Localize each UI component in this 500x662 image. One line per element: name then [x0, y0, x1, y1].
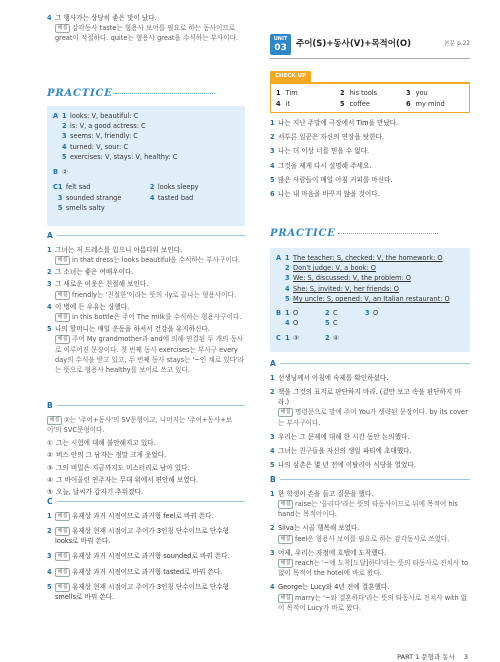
list-item	[47, 302, 245, 322]
section-c	[47, 496, 245, 604]
item-number: 4	[62, 142, 67, 151]
item-number: 3	[285, 274, 290, 283]
item-text: 나의 삼촌은 몇 년 전에 이탈리아 식당을 열었다.	[278, 461, 416, 470]
item-number: 1	[285, 333, 290, 342]
item-number: 2	[62, 122, 67, 131]
section-divider	[57, 235, 245, 236]
footer-section-title: PART 1 문형과 동사	[397, 653, 455, 661]
practice-header	[270, 226, 470, 242]
item-number: 3	[270, 432, 275, 441]
section-b	[47, 400, 245, 499]
item-text: 그의 비밀은 지금까지도 미스터리로 남아 있다.	[56, 463, 190, 472]
answer-text: turned: V, sour: C	[70, 142, 128, 151]
item-number: 3	[47, 552, 52, 561]
practice-b	[53, 167, 239, 177]
page-reference: 본문 p.22	[444, 41, 470, 47]
item-note: reach는 '~에 도착[도달]하다'라는 뜻의 타동사로 전치사 to 없이 목적어 the hotel에 바로 왔다.	[278, 558, 469, 578]
item-number: 5	[47, 582, 52, 591]
list-item	[270, 460, 470, 470]
unit-label: UNIT	[273, 36, 288, 42]
section-a	[270, 358, 470, 472]
note-tag: 해설	[55, 313, 70, 322]
list-item	[270, 432, 470, 442]
item-number: ⑤	[47, 487, 53, 496]
answer-text: ④	[333, 333, 339, 342]
item-number: 5	[47, 325, 52, 334]
practice-c	[276, 333, 464, 343]
item-number: 6	[406, 99, 411, 108]
section-label: C	[276, 333, 281, 342]
item-number: 4	[285, 284, 290, 293]
section-label: C	[53, 183, 58, 192]
item-number: 4	[47, 14, 52, 22]
list-item	[47, 567, 245, 577]
item-number: 5	[57, 203, 63, 212]
check-up-label: CHECK UP	[270, 71, 311, 82]
item-number: ①	[47, 439, 53, 448]
list-item	[47, 551, 245, 561]
item-number: 1	[285, 309, 290, 318]
item-text: 나는 지난 주말에 극장에서 Tim을 만났다.	[278, 119, 399, 127]
item-text: 한 학생이 손을 들고 질문을 했다.	[278, 489, 374, 498]
list-item	[47, 463, 245, 473]
item-number: 1	[47, 245, 52, 254]
check-up-translations	[270, 118, 470, 201]
list-item	[47, 324, 245, 375]
section-divider	[280, 479, 470, 480]
section-intro: ②는 '주어+동사'의 SV문형이고, 나머지는 '주어+동사+보어'의 SVC문형이다.	[47, 415, 233, 434]
item-number: 2	[47, 268, 52, 277]
answer-text: Don't judge: V, a book: O	[293, 264, 376, 273]
note-tag: 해설	[278, 535, 293, 544]
answer-text: felt sad	[65, 183, 91, 192]
item-number: 3	[270, 548, 275, 557]
practice-c	[53, 182, 239, 213]
answer-text: you	[415, 88, 428, 97]
answer-text: She: S, invited: V, her friends: O	[293, 284, 399, 293]
item-text: 서투른 일꾼은 자신의 연장을 탓한다.	[278, 133, 385, 142]
section-b	[270, 474, 470, 615]
item-number: 4	[47, 567, 52, 576]
item-note: 감각동사 taste는 형용사 보어를 필요로 하는 동사이므로 great이 적절하다. quite는 형용사 great을 수식하는 부사이다.	[55, 24, 239, 43]
item-text: George는 Lucy와 4년 전에 결혼했다.	[278, 583, 390, 592]
item-number: 3	[47, 280, 52, 289]
answer-text: ③	[293, 333, 299, 342]
list-item	[270, 118, 470, 128]
unit-header	[270, 34, 470, 55]
item-text: 그는 시험에 대해 불안해지고 있다.	[56, 439, 156, 448]
item-number: 4	[270, 446, 275, 455]
list-item	[270, 387, 470, 428]
item-number: 1	[270, 119, 275, 127]
list-item	[270, 175, 470, 185]
item-number: 3	[406, 88, 411, 97]
practice-title: PRACTICE	[270, 228, 336, 239]
dotted-divider	[338, 233, 438, 234]
answer-text: Tim	[285, 88, 298, 97]
item-number: 5	[270, 175, 275, 184]
answer-text: tasted bad	[157, 193, 194, 202]
answer-text: coffee	[349, 99, 370, 108]
answer-text: C	[333, 309, 338, 318]
item-number: 4	[276, 99, 281, 108]
practice-header	[47, 86, 245, 102]
item-number: ④	[47, 475, 53, 484]
section-label: B	[53, 168, 59, 177]
section-letter: B	[47, 401, 53, 410]
note-tag: 해설	[55, 291, 70, 300]
list-item	[47, 475, 245, 485]
section-label: A	[276, 254, 282, 262]
list-item	[47, 267, 245, 277]
list-item	[270, 489, 470, 520]
item-text: 버스 안의 그 남자는 정말 크게 웃었다.	[56, 451, 167, 460]
list-item	[47, 279, 245, 299]
list-item	[47, 526, 245, 546]
item-note: 명령문으로 말에 주어 You가 생략된 문장이다. by its cover는 부사구이다.	[278, 408, 468, 427]
list-item	[270, 132, 470, 142]
list-item	[270, 189, 470, 199]
section-label: A	[53, 112, 59, 120]
item-text: 어제, 우리는 자정에 호텔에 도착했다.	[278, 548, 387, 557]
item-number: 1	[276, 88, 281, 97]
item-number: 1	[62, 112, 67, 120]
note-tag: 해설	[278, 559, 293, 568]
answer-text: looks sleepy	[157, 183, 199, 192]
item-text: Silva는 시골 행복해 보였다.	[278, 524, 360, 533]
section-letter: B	[270, 475, 276, 484]
check-up	[270, 70, 470, 113]
answer-text: exercises: V, stays: V, healthy: C	[70, 152, 178, 161]
item-note: marry는 '~와 결혼하다'라는 뜻의 타동사로 전치사 with 없이 목적어 Lucy가 바로 왔다.	[278, 593, 468, 612]
answer-text: his tools	[349, 88, 378, 97]
item-number: 2	[340, 88, 345, 97]
list-item	[47, 245, 245, 265]
answer-text: The teacher: S, checked: V, the homework: O	[293, 254, 443, 262]
unit-number: 03	[274, 43, 287, 53]
answer-text: my mind	[415, 99, 445, 108]
item-number: 3	[365, 309, 370, 318]
item-number: 2	[149, 183, 155, 192]
note-tag: 해설	[47, 416, 62, 425]
answer-text: ②	[62, 168, 68, 177]
item-number: 5	[340, 99, 345, 108]
item-text: 우리는 그 문제에 대해 한 시간 동안 논의했다.	[278, 432, 410, 441]
section-a	[47, 230, 245, 377]
item-number: 6	[270, 190, 275, 199]
item-text: 나는 더 이상 너를 믿을 수 없다.	[278, 147, 370, 156]
answer-text: looks: V, beautiful: C	[70, 112, 139, 120]
item-text: 이 병에 든 우유는 상했다.	[55, 302, 130, 311]
item-text: 그것을 제게 다시 설명해 주세요.	[278, 161, 372, 170]
item-text: 유제상 과거 시점이므로 과거형 feel로 바꿔 쓴다.	[72, 511, 214, 520]
unit-title: 주어(S)+동사(V)+목적어(O)	[296, 38, 411, 49]
item-text: 그 행사가는 상당히 좋은 맛이 났다.	[55, 14, 157, 22]
item-number: 4	[270, 583, 275, 592]
answer-text: it	[285, 99, 291, 108]
item-number: 1	[285, 254, 290, 262]
practice-answer-box	[47, 106, 245, 226]
item-text: 선생님께서 아침에 숙제를 확인하셨다.	[278, 373, 389, 382]
list-item	[47, 438, 245, 448]
item-number: 4	[270, 161, 275, 170]
section-divider	[57, 501, 245, 502]
item-text: 그 새로운 이웃은 친절해 보인다.	[55, 280, 149, 289]
item-text: 그 바이올린 연주자는 무대 위에서 편안해 보였다.	[56, 475, 199, 484]
answer-text: sounded strange	[65, 193, 122, 202]
item-number: 5	[285, 294, 290, 303]
note-tag: 해설	[55, 583, 70, 592]
section-letter: A	[270, 359, 276, 368]
list-item	[270, 373, 470, 383]
dotted-divider	[115, 93, 215, 94]
answer-text: is: V, a good actress: C	[70, 122, 146, 131]
item-number: 3	[270, 147, 275, 156]
list-item	[47, 13, 245, 44]
list-item	[270, 161, 470, 171]
list-item	[270, 146, 470, 156]
item-number: 1	[57, 183, 63, 192]
answer-text: O	[293, 319, 299, 328]
item-number: 1	[270, 489, 275, 498]
answer-text: C	[333, 319, 338, 328]
item-text: 유제상 과거 시점이므로 과거형 sounded로 바꿔 쓴다.	[72, 552, 230, 561]
item-number: ③	[47, 463, 53, 472]
item-number: 3	[57, 193, 63, 202]
list-item	[270, 548, 470, 579]
item-number: 4	[47, 302, 52, 311]
item-note: in this bottle은 주어 The milk를 수식하는 형용사구이다.	[72, 312, 242, 321]
list-item	[270, 446, 470, 456]
item-text: 나는 내 마음을 바꾸지 않을 것이다.	[278, 190, 380, 199]
note-tag: 해설	[55, 24, 70, 33]
note-tag: 해설	[278, 500, 293, 509]
section-letter: C	[47, 497, 53, 506]
answer-text: seems: V, friendly: C	[70, 132, 138, 141]
answer-text: We: S, discussed: V, the problem: O	[293, 274, 411, 283]
item-text: 책을 그것의 표지로 판단하지 마라. (겉만 보고 속을 판단하지 마라.)	[278, 387, 461, 407]
list-item	[47, 450, 245, 460]
section-letter: A	[47, 231, 53, 240]
practice-b	[276, 308, 464, 328]
item-number: 5	[325, 319, 330, 328]
note-tag: 해설	[55, 256, 70, 265]
answer-text: O	[293, 309, 299, 318]
item-number: 2	[270, 387, 275, 396]
answer-text: O	[373, 309, 379, 318]
note-tag: 해설	[55, 552, 70, 561]
item-number: 3	[62, 132, 67, 141]
item-number: 2	[285, 264, 290, 273]
item-text: 그녀는 친구들을 자신의 생일 파티에 초대했다.	[278, 446, 412, 455]
note-tag: 해설	[278, 408, 293, 417]
note-tag: 해설	[55, 527, 70, 536]
item-text: 많은 사람들이 매일 아침 커피를 마신다.	[278, 175, 393, 184]
note-tag: 해설	[278, 594, 293, 603]
answer-text: My uncle: S, opened: V, an Italian restaurant: O	[293, 294, 450, 303]
section-label: B	[276, 309, 282, 318]
answer-text: smells salty	[65, 203, 105, 212]
item-note: in that dress는 looks beautiful을 수식하는 부사구이다.	[72, 255, 241, 264]
item-note: raise는 '올리다'라는 뜻의 타동사이므로 뒤에 목적어 his hand는 목적어이다.	[278, 499, 458, 519]
page-number: 3	[463, 653, 468, 661]
section-divider	[280, 363, 470, 364]
practice-answer-box	[270, 248, 470, 352]
check-up-box	[270, 82, 470, 113]
item-number: 2	[325, 333, 330, 342]
item-text: 그 소녀는 좋은 여배우이다.	[55, 268, 134, 277]
item-text: 나의 할머니는 매일 운동을 하셔서 건강을 유지하신다.	[55, 325, 210, 334]
item-number: 2	[270, 133, 275, 142]
note-tag: 해설	[55, 335, 70, 344]
item-text: 유제상 과거 시점이므로 과거형 tasted로 바꿔 쓴다.	[72, 567, 223, 576]
item-text: 유제상 현재 시점이고 주어가 3인칭 단수이므로 단수형 looks로 바꿔 쓴다.	[55, 526, 229, 546]
practice-a	[276, 253, 464, 304]
list-item	[270, 582, 470, 613]
page-footer	[397, 652, 468, 662]
unit-badge	[270, 34, 291, 55]
item-text: 유제상 현재 시점이고 주어가 3인칭 단수이므로 단수형 smells로 바꿔 쓴다.	[55, 582, 229, 601]
list-item	[47, 582, 245, 602]
item-number: 1	[270, 373, 275, 382]
item-number: 2	[47, 526, 52, 535]
list-item	[47, 511, 245, 521]
item-number: 4	[285, 319, 290, 328]
note-tag: 해설	[55, 512, 70, 521]
item-number: 1	[47, 511, 52, 520]
item-note: friendly는 '친절한'이라는 뜻의 -ly로 끝나는 형용사이다.	[72, 290, 237, 299]
item-number: 2	[325, 309, 330, 318]
unit-divider	[270, 58, 470, 59]
item-number: 4	[149, 193, 155, 202]
item-text: 그녀는 저 드레스를 입으니 아름다워 보인다.	[55, 245, 183, 254]
list-item	[270, 523, 470, 543]
item-number: 5	[62, 152, 67, 161]
item-number: ②	[47, 451, 53, 460]
item-note: 주어 My grandmother과 and에 의해 연결된 두 개의 동사로 이루어진 문장이다. 첫 번째 동사 exercises는 부사구 every day의 수식을 받고 있고, 두 번째 동사 stays는 '~인 채로 있다'라는 뜻으로 형용사 healthy를 보어로 쓰고 있다.	[55, 335, 245, 375]
item-text: 오늘, 날씨가 갑자기 추워졌다.	[56, 487, 143, 496]
note-tag: 해설	[55, 568, 70, 577]
item-note: feel은 형용사 보어를 필요로 하는 감각동사로 쓰였다.	[295, 534, 450, 543]
item-number: 5	[270, 461, 275, 470]
section-divider	[57, 405, 245, 406]
item-number: 2	[270, 524, 275, 533]
practice-title: PRACTICE	[47, 88, 113, 99]
practice-a	[53, 111, 239, 162]
